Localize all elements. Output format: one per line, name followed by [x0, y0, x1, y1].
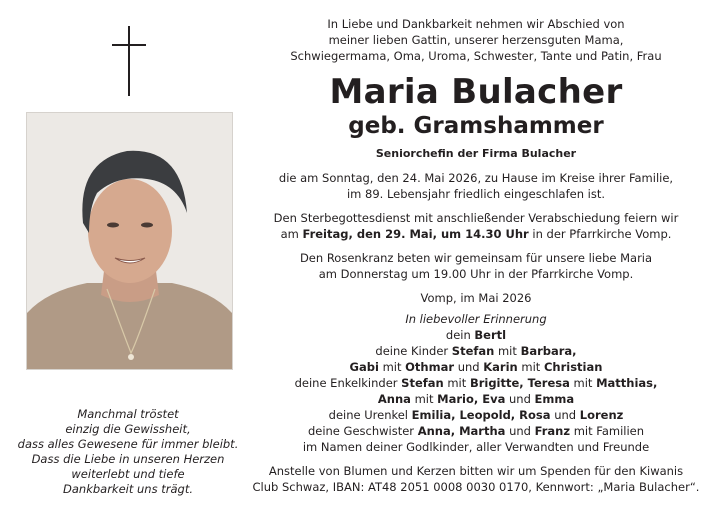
- family-children: Gabi mit Othmar und Karin mit Christian: [349, 360, 603, 374]
- funeral-date: Freitag, den 29. Mai, um 14.30 Uhr: [302, 227, 529, 241]
- memory-line: In liebevoller Erinnerung: [405, 312, 547, 326]
- intro-line: meiner lieben Gattin, unserer herzensguten Mama,: [328, 33, 624, 47]
- family-children: deine Kinder Stefan mit Barbara,: [375, 344, 577, 358]
- deceased-name: Maria Bulacher: [329, 72, 623, 112]
- quote-line: dass alles Gewesene für immer bleibt.: [17, 437, 239, 451]
- quote-line: Manchmal tröstet: [77, 407, 179, 421]
- rosary-line: am Donnerstag um 19.00 Uhr in der Pfarrkirche Vomp.: [318, 267, 634, 281]
- quote-line: Dankbarkeit uns trägt.: [63, 482, 193, 496]
- intro-line: In Liebe und Dankbarkeit nehmen wir Abschied von: [327, 17, 625, 31]
- funeral-line: Den Sterbegottesdienst mit anschließender Verabschiedung feiern wir: [273, 211, 679, 225]
- quote-line: Dass die Liebe in unseren Herzen: [31, 452, 225, 466]
- family-husband: dein Bertl: [445, 328, 507, 342]
- rosary-line: Den Rosenkranz beten wir gemeinsam für unsere liebe Maria: [299, 251, 653, 265]
- donation-line: Anstelle von Blumen und Kerzen bitten wir um Spenden für den Kiwanis: [268, 464, 684, 478]
- maiden-name: geb. Gramshammer: [348, 113, 604, 139]
- family-grandchildren: Anna mit Mario, Eva und Emma: [377, 392, 575, 406]
- quote-line: weiterlebt und tiefe: [71, 467, 185, 481]
- family-others: im Namen deiner Godlkinder, aller Verwandten und Freunde: [302, 440, 650, 454]
- intro-line: Schwiegermama, Oma, Uroma, Schwester, Tante und Patin, Frau: [290, 49, 662, 63]
- quote-line: einzig die Gewissheit,: [65, 422, 191, 436]
- place-date: Vomp, im Mai 2026: [420, 291, 532, 305]
- quote: [0, 407, 256, 497]
- donation-line: Club Schwaz, IBAN: AT48 2051 0008 0030 0170, Kennwort: „Maria Bulacher“.: [252, 480, 700, 494]
- death-line: im 89. Lebensjahr friedlich eingeschlafen ist.: [346, 187, 606, 201]
- death-line: die am Sonntag, den 24. Mai 2026, zu Hause im Kreise ihrer Familie,: [278, 171, 674, 185]
- family-grandchildren: deine Enkelkinder Stefan mit Brigitte, Teresa mit Matthias,: [294, 376, 658, 390]
- family-greatgrandchildren: deine Urenkel Emilia, Leopold, Rosa und Lorenz: [328, 408, 624, 422]
- role-title: Seniorchefin der Firma Bulacher: [375, 147, 577, 160]
- family-siblings: deine Geschwister Anna, Martha und Franz mit Familien: [307, 424, 645, 438]
- notice-text: [252, 16, 700, 495]
- cross-icon: [112, 26, 146, 96]
- portrait-photo: [26, 112, 233, 370]
- funeral-line: am Freitag, den 29. Mai, um 14.30 Uhr in der Pfarrkirche Vomp.: [280, 227, 672, 241]
